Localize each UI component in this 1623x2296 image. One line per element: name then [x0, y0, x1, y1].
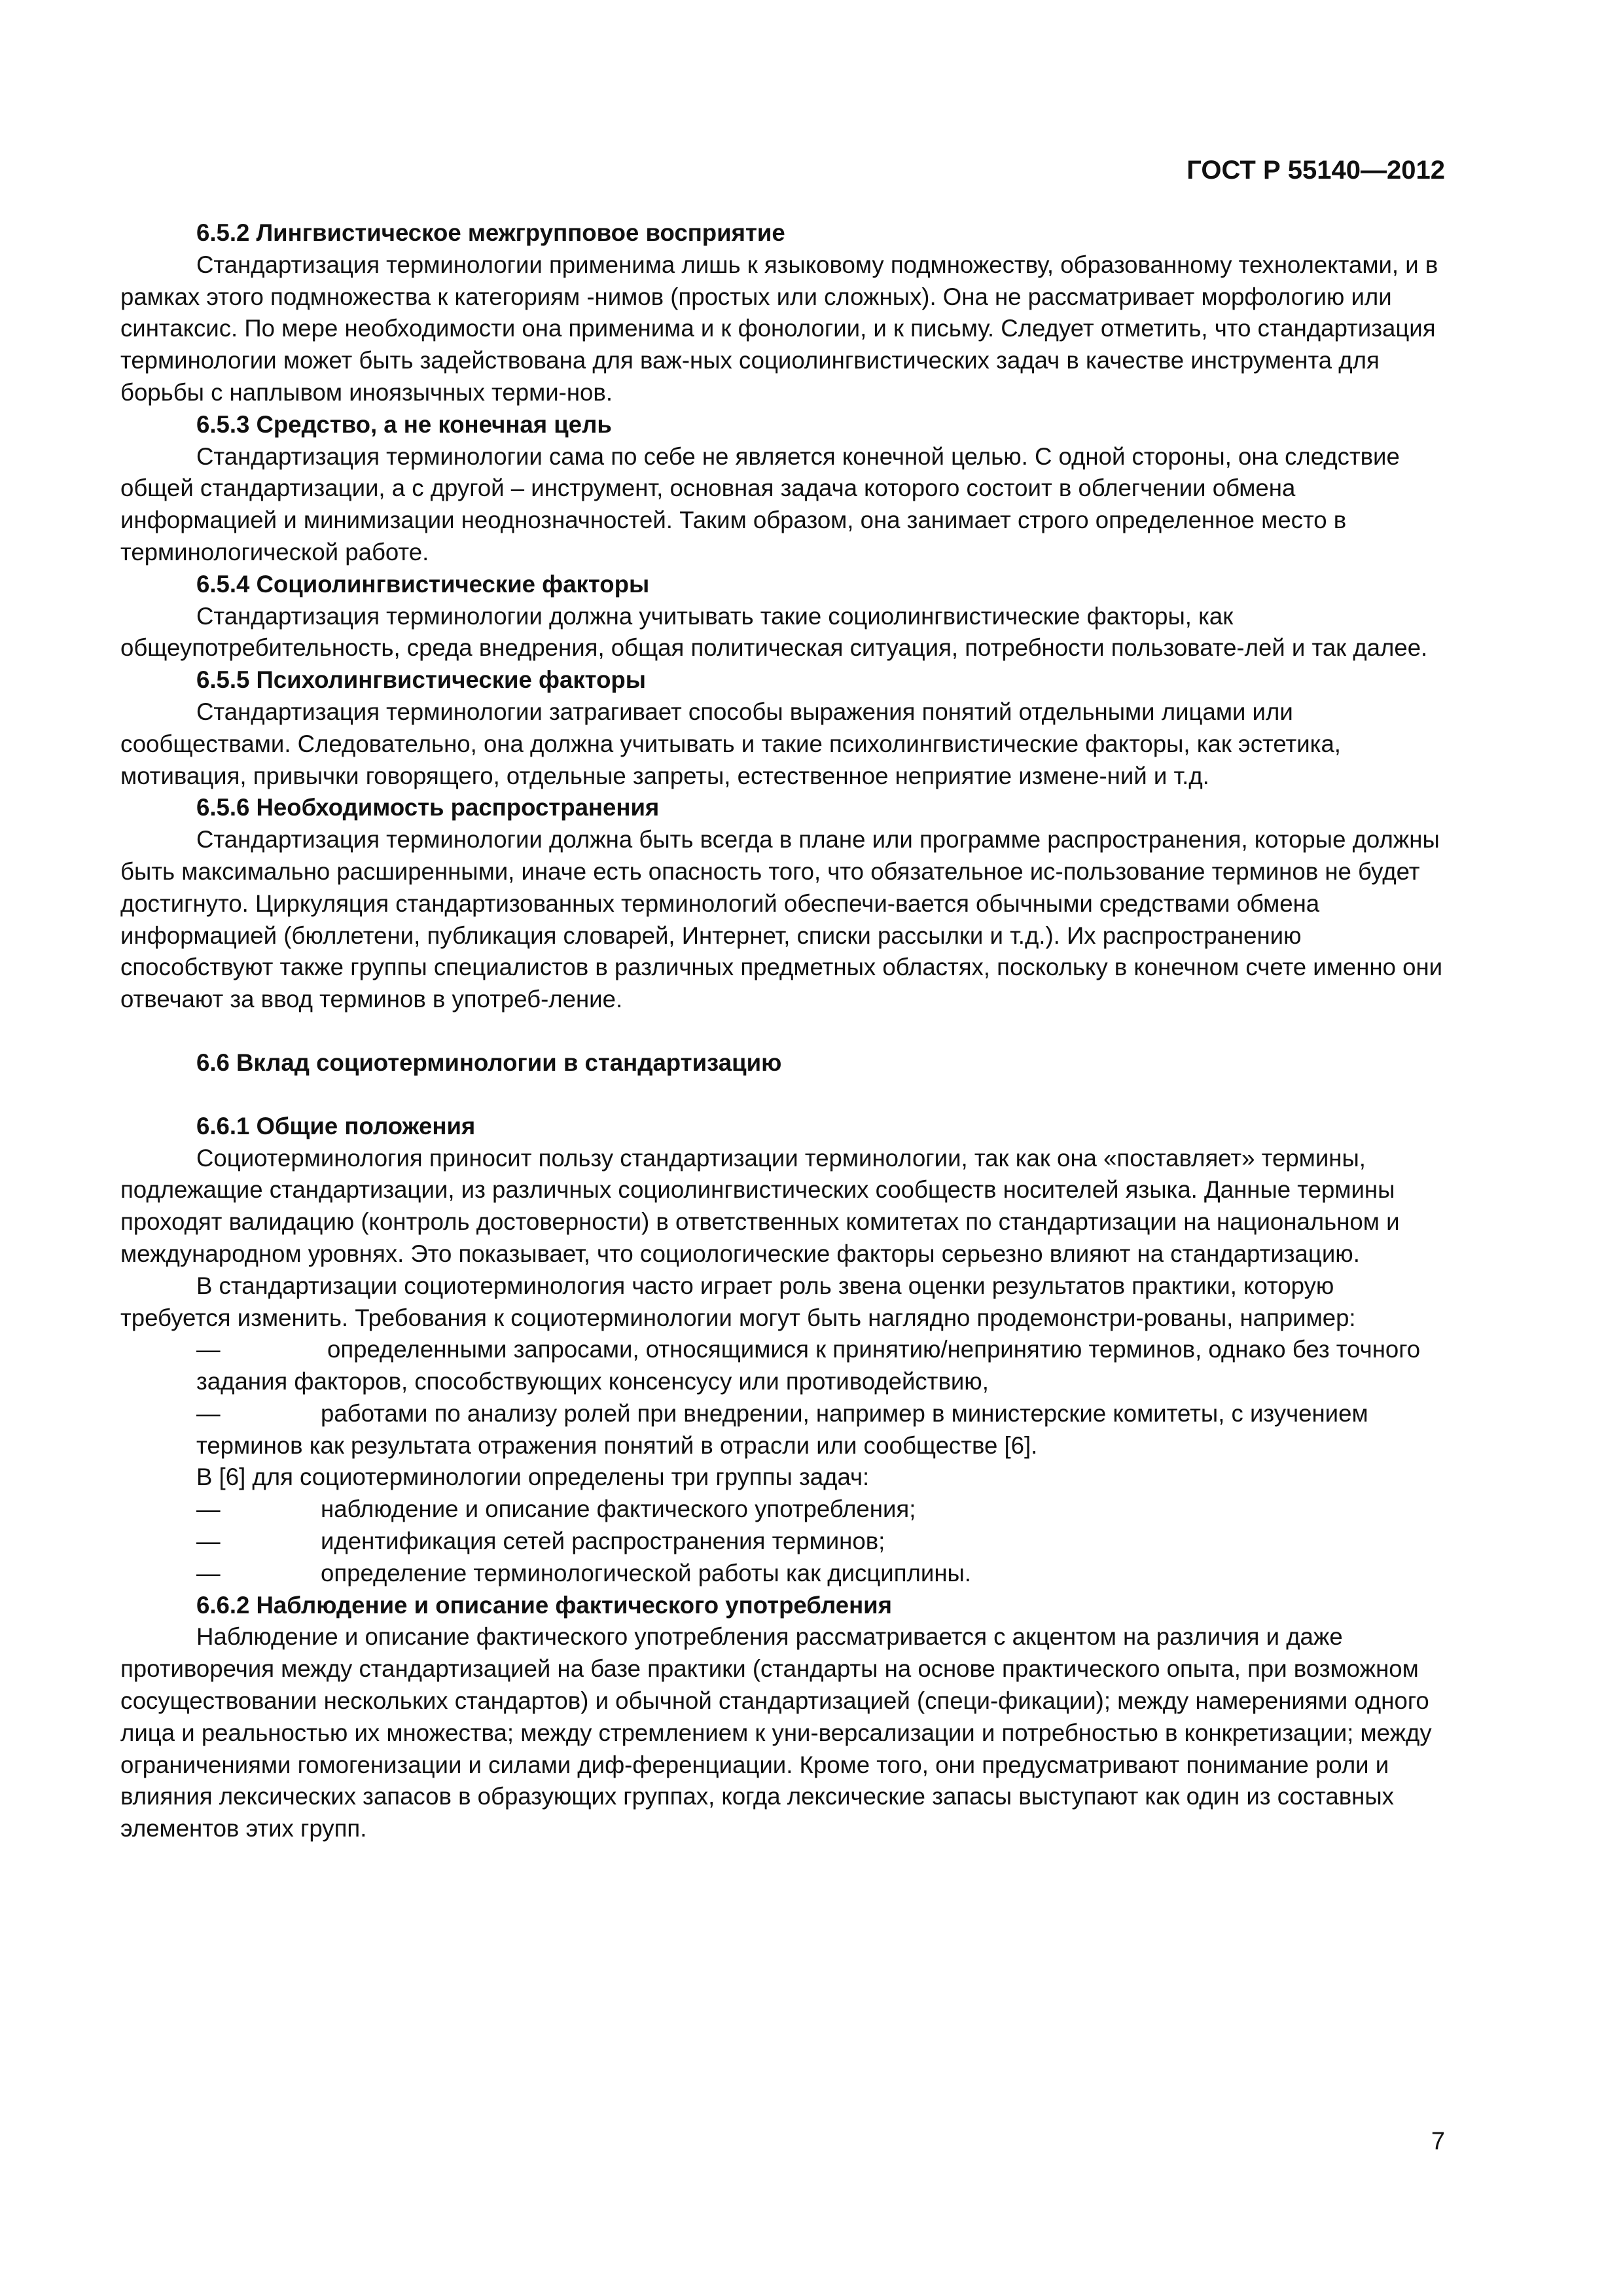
section-heading-6-5-4: 6.5.4 Социолингвистические факторы [196, 570, 650, 598]
section-text-6-5-3: Стандартизация терминологии сама по себе не является конечной целью. С одной стороны, она следствие общей стандартизации, а с другой – инструмент, основная задача которого состоит в облегчении обмена информацией и минимизации неоднозначностей. Таким образом, она занимает строго определенное место в терминологической работе. [120, 442, 1400, 565]
page-number: 7 [1431, 2128, 1445, 2155]
dash-mark: — [196, 1496, 221, 1523]
list-item-text: идентификация сетей распространения терминов; [321, 1528, 885, 1555]
standard-code: ГОСТ Р 55140—2012 [1186, 156, 1445, 185]
section-text-6-5-5: Стандартизация терминологии затрагивает способы выражения понятий отдельными лицами или сообществами. Следовательно, она должна учитывать и такие психолингвистические факторы, как эстетика, мотивация, привычки говорящего, отдельные запреты, естественное неприятие измене-ний и т.д. [120, 698, 1341, 789]
dash-mark: — [196, 1559, 221, 1587]
section-text-6-6-1-p1: Социотерминология приносит пользу стандартизации терминологии, так как она «поставляет» термины, подлежащие стандартизации, из различных социолингвистических сообществ носителей языка. Данные термины проходят валидацию (контроль достоверности) в ответственных комитетах по стандартизации на национальном и международном уровнях. Это показывает, что социологические факторы серьезно влияют на стандартизацию. [120, 1144, 1400, 1267]
list-item [120, 1334, 1448, 1398]
list-item [120, 1494, 1448, 1526]
section-heading-6-6-1: 6.6.1 Общие положения [196, 1112, 476, 1139]
list-item [120, 1398, 1448, 1462]
section-text-6-6-2: Наблюдение и описание фактического употребления рассматривается с акцентом на различия и даже противоречия между стандартизацией на базе практики (стандарты на основе практического опыта, при возможном сосуществовании нескольких стандартов) и обычной стандартизацией (специ-фикации); между намерениями одного лица и реальностью их множества; между стремлением к уни-версализации и потребностью в конкретизации; между ограничениями гомогенизации и силами диф-ференциации. Кроме того, они предусматривают понимание роли и влияния лексических запасов в образующих группах, когда лексические запасы выступают как один из составных элементов этих групп. [120, 1623, 1432, 1842]
document-body [120, 217, 1448, 1845]
section-heading-6-5-5: 6.5.5 Психолингвистические факторы [196, 666, 647, 694]
list-item-text: работами по анализу ролей при внедрении, например в министерские комитеты, с изучением терминов как результата отражения понятий в отрасли или сообществе [6]. [196, 1399, 1368, 1459]
dash-mark: — [196, 1399, 221, 1427]
list-item-text: определение терминологической работы как дисциплины. [321, 1559, 971, 1587]
section-text-6-6-1-p3: В [6] для социотерминологии определены три группы задач: [196, 1463, 870, 1491]
section-text-6-5-4: Стандартизация терминологии должна учитывать такие социолингвистические факторы, как общеупотребительность, среда внедрения, общая политическая ситуация, потребности пользовате-лей и так далее. [120, 602, 1428, 662]
dash-mark: — [196, 1528, 221, 1555]
dash-mark: — [196, 1336, 221, 1363]
section-text-6-6-1-p2: В стандартизации социотерминология часто играет роль звена оценки результатов практики, которую требуется изменить. Требования к социотерминологии могут быть наглядно продемонстри-рованы, например: [120, 1272, 1356, 1331]
list-item-text: определенными запросами, относящимися к принятию/непринятию терминов, однако без точного задания факторов, способствующих консенсусу или противодействию, [196, 1336, 1421, 1395]
list-item [120, 1558, 1448, 1590]
section-text-6-5-6: Стандартизация терминологии должна быть всегда в плане или программе распространения, которые должны быть максимально расширенными, иначе есть опасность того, что обязательное ис-пользование терминов не будет достигнуто. Циркуляция стандартизованных терминологий обеспечи-вается обычными средствами обмена информацией (бюллетени, публикация словарей, Интернет, списки рассылки и т.д.). Их распространению способствуют также группы специалистов в различных предметных областях, поскольку в конечном счете именно они отвечают за ввод терминов в употреб-ление. [120, 826, 1443, 1013]
section-heading-6-6-2: 6.6.2 Наблюдение и описание фактического употребления [196, 1591, 892, 1619]
list-item-text: наблюдение и описание фактического употребления; [321, 1496, 916, 1523]
section-heading-6-5-2: 6.5.2 Лингвистическое межгрупповое восприятие [196, 219, 785, 246]
section-heading-6-5-6: 6.5.6 Необходимость распространения [196, 794, 660, 821]
list-item [120, 1526, 1448, 1558]
section-heading-6-6: 6.6 Вклад социотерминологии в стандартизацию [196, 1049, 782, 1076]
section-text-6-5-2: Стандартизация терминологии применима лишь к языковому подмножеству, образованному технолектами, и в рамках этого подмножества к категориям -нимов (простых или сложных). Она не рассматривает морфологию или синтаксис. По мере необходимости она применима и к фонологии, и к письму. Следует отметить, что стандартизация терминологии может быть задействована для важ-ных социолингвистических задач в качестве инструмента для борьбы с наплывом иноязычных терми-нов. [120, 251, 1438, 406]
section-heading-6-5-3: 6.5.3 Средство, а не конечная цель [196, 410, 612, 438]
